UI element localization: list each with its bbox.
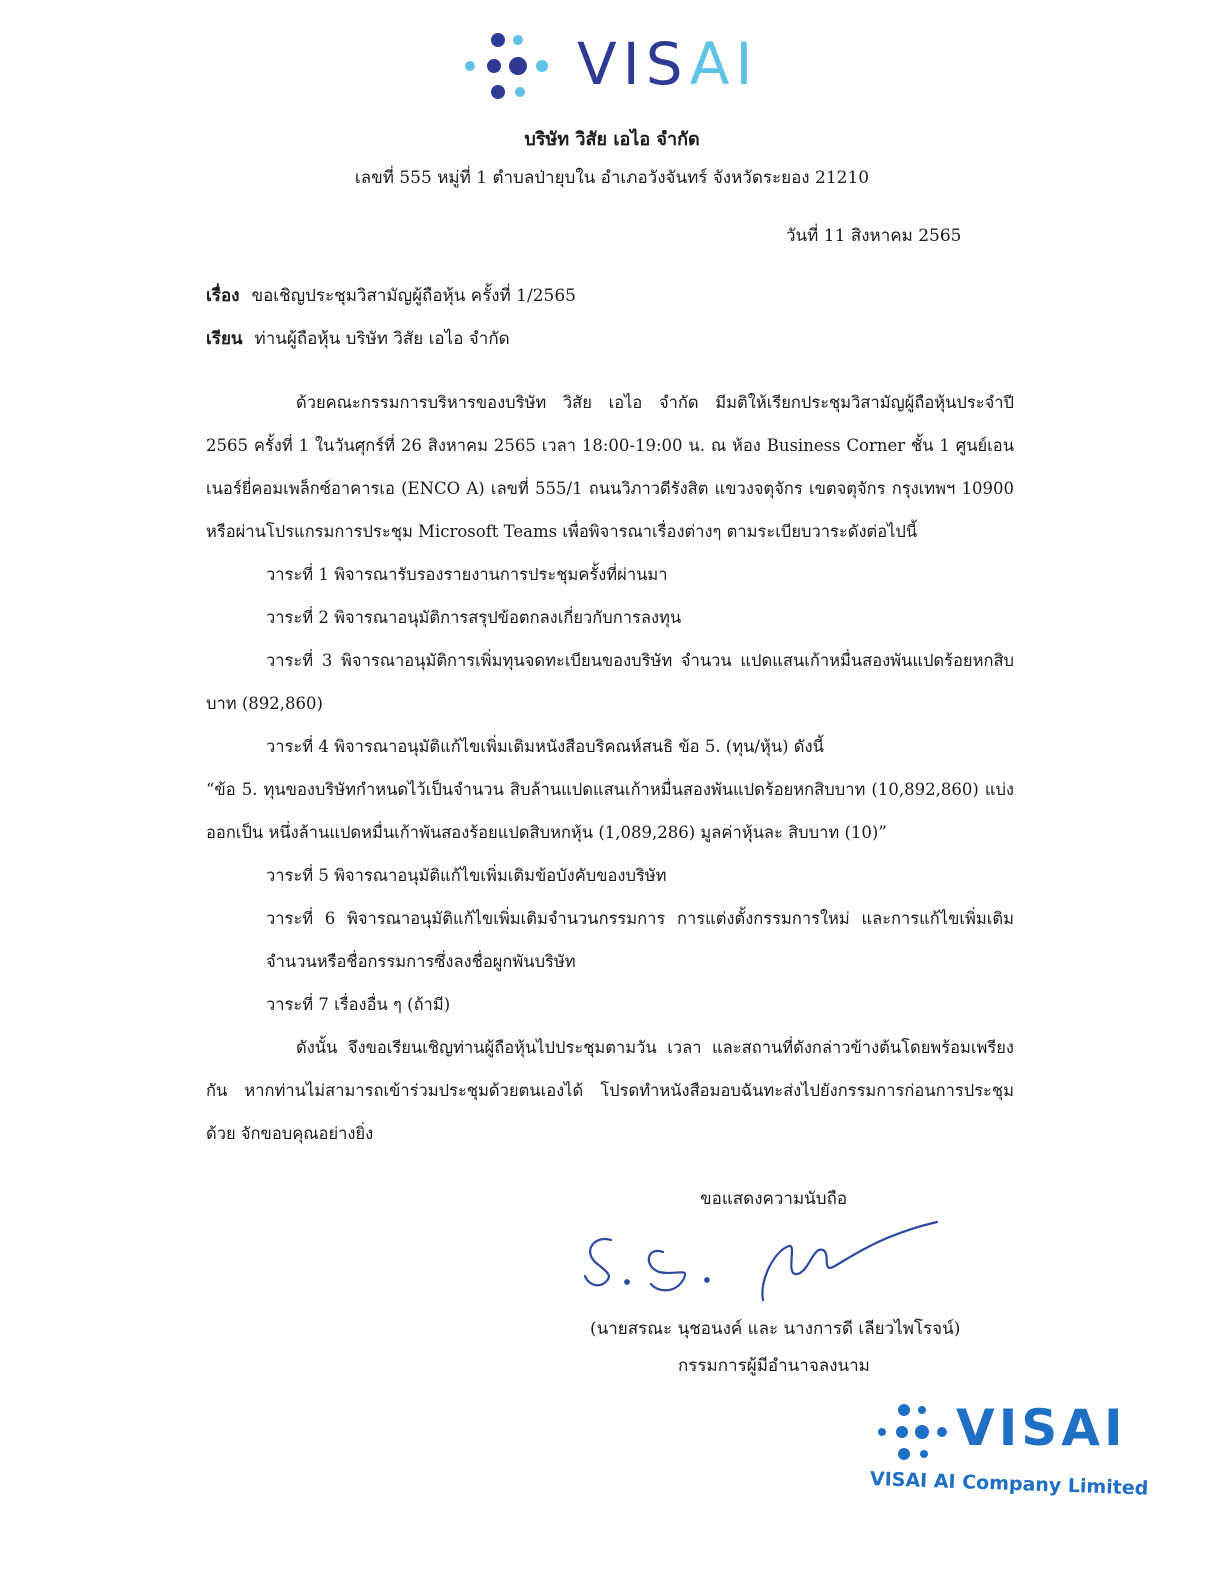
logo-wordmark [577,26,758,102]
agenda-item: วาระที่ 1 พิจารณารับรองรายงานการประชุมครั้งที่ผ่านมา [266,565,668,584]
stamp-wordmark: VISAI [956,1399,1127,1457]
company-logo [462,28,762,104]
signer-names: (นายสรณะ นุชอนงค์ และ นางการดี เลียวไพโรจน์) [590,1319,961,1339]
stamp-dots-icon [874,1402,954,1466]
recipient-line [206,325,510,352]
subject-line [206,282,576,309]
intro-paragraph: ด้วยคณะกรรมการบริหารของบริษัท วิสัย เอไอ จำกัด มีมติให้เรียกประชุมวิสามัญผู้ถือหุ้นประจำปี 2565 ครั้งที่ 1 ในวันศุกร์ที่ 26 สิงหาคม 2565 เวลา 18:00-19:00 น. ณ ห้อง Business Corner ชั้น 1 ศูนย์เอนเนอร์ยี่คอมเพล็กซ์อาคารเอ (ENCO A) เลขที่ 555/1 ถนนวิภาวดีรังสิต แขวงจตุจักร เขตจตุจักร กรุงเทพฯ 10900 หรือผ่านโปรแกรมการประชุม Microsoft Teams เพื่อพิจารณาเรื่องต่างๆ ตามระเบียบวาระดังต่อไปนี้ [206,393,1014,541]
company-address: เลขที่ 555 หมู่ที่ 1 ตำบลป่ายุบใน อำเภอวังจันทร์ จังหวัดระยอง 21210 [354,168,870,188]
signature [575,1210,955,1310]
logo-text-light: AI [689,30,759,98]
agenda-item: วาระที่ 3 พิจารณาอนุมัติการเพิ่มทุนจดทะเบียนของบริษัท จำนวน แปดแสนเก้าหมื่นสองพันแปดร้อยหกสิบบาท (892,860) [206,651,1014,713]
agenda-item: วาระที่ 7 เรื่องอื่น ๆ (ถ้ามี) [266,995,451,1014]
company-name: บริษัท วิสัย เอไอ จำกัด [524,129,700,150]
signer-title: กรรมการผู้มีอำนาจลงนาม [678,1356,870,1376]
subject-text: ขอเชิญประชุมวิสามัญผู้ถือหุ้น ครั้งที่ 1/2565 [251,286,576,306]
logo-text-dark: VIS [577,30,690,98]
closing-salutation: ขอแสดงความนับถือ [700,1189,848,1209]
stamp-caption: VISAI AI Company Limited [869,1468,1149,1500]
agenda-item: วาระที่ 2 พิจารณาอนุมัติการสรุปข้อตกลงเกี่ยวกับการลงทุน [266,608,682,627]
recipient-label: เรียน [206,329,243,349]
letter-body [206,381,1014,1155]
recipient-text: ท่านผู้ถือหุ้น บริษัท วิสัย เอไอ จำกัด [254,329,510,349]
agenda-item: วาระที่ 6 พิจารณาอนุมัติแก้ไขเพิ่มเติมจำนวนกรรมการ การแต่งตั้งกรรมการใหม่ และการแก้ไขเพิ่มเติมจำนวนหรือชื่อกรรมการซึ่งลงชื่อผูกพันบริษัท [266,909,1014,971]
subject-label: เรื่อง [206,286,240,306]
letter-date: วันที่ 11 สิงหาคม 2565 [786,226,962,246]
closing-paragraph: ดังนั้น จึงขอเรียนเชิญท่านผู้ถือหุ้นไปประชุมตามวัน เวลา และสถานที่ดังกล่าวข้างต้นโดยพร้อมเพรียงกัน หากท่านไม่สามารถเข้าร่วมประชุมด้วยตนเองได้ โปรดทำหนังสือมอบฉันทะส่งไปยังกรรมการก่อนการประชุมด้วย จักขอบคุณอย่างยิ่ง [206,1038,1014,1143]
agenda-item: วาระที่ 4 พิจารณาอนุมัติแก้ไขเพิ่มเติมหนังสือบริคณห์สนธิ ข้อ 5. (ทุน/หุ้น) ดังนี้ [266,737,824,756]
company-stamp [866,1398,1149,1510]
agenda-quote: “ข้อ 5. ทุนของบริษัทกำหนดไว้เป็นจำนวน สิบล้านแปดแสนเก้าหมื่นสองพันแปดร้อยหกสิบบาท (10,892,860) แบ่งออกเป็น หนึ่งล้านแปดหมื่นเก้าพันสองร้อยแปดสิบหกหุ้น (1,089,286) มูลค่าหุ้นละ สิบบาท (10)” [206,780,1014,842]
agenda-item: วาระที่ 5 พิจารณาอนุมัติแก้ไขเพิ่มเติมข้อบังคับของบริษัท [266,866,667,885]
logo-dots-icon [462,28,562,104]
